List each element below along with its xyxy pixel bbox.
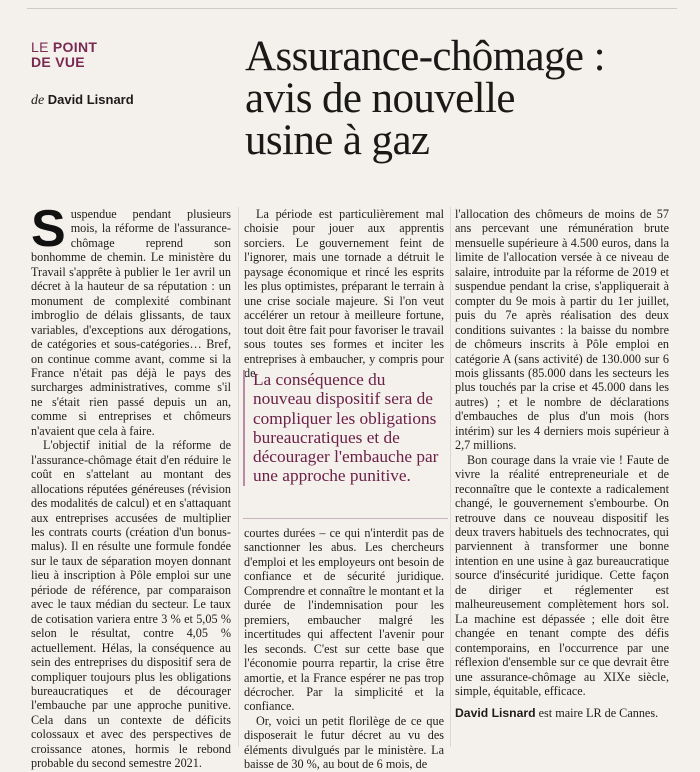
column2-paragraph2: courtes durées – ce qui n'interdit pas de sanctionner les abus. Les chercheurs d'emploi et les employeurs ont besoin de confiance et de sécurité juridique. Comprendre et connaître le montant et la durée de l'indemnisation pour les premiers, embaucher malgré les incertitudes qui affectent l'avenir pour les seconds. C'est sur cette base que l'économie pourra repartir, la crise être amortie, et la France espérer ne pas trop décrocher. Par la simplicité et la confiance. — [244, 526, 444, 714]
byline-author: David Lisnard — [47, 92, 134, 107]
column-rule-2 — [450, 207, 451, 747]
column2-paragraph1: La période est particulièrement mal choisie pour jouer aux apprentis sorciers. Le gouvernement feint de l'ignorer, mais une tornade a détruit le paysage économique et rincé les esprits les plus optimistes, préparant le terrain à une crise sociale majeure. Si l'on veut accélérer un retour à meilleure fortune, tout doit être fait pour favoriser le travail sous toutes ses formes et inciter les entreprises à embaucher, y compris pour de — [244, 207, 444, 380]
rubric-line1 — [31, 39, 97, 55]
signature-name: David Lisnard — [455, 706, 536, 721]
rubric-point: POINT — [52, 39, 98, 55]
pull-quote-rule — [243, 518, 448, 519]
rubric-le: LE — [31, 39, 53, 55]
column-rule-1 — [238, 207, 239, 747]
column-1 — [31, 200, 231, 771]
column1-paragraph1 — [31, 200, 231, 438]
column-3 — [455, 207, 669, 721]
headline — [245, 33, 675, 164]
column1-paragraph2: L'objectif initial de la réforme de l'assurance-chômage était d'en réduire le coût en s'attelant au montant des allocations réputées généreuses (révision des modalités de calcul) et en s'attaquant aux entreprises accusées de multiplier les contrats courts (création d'un bonus-malus). Il en résulte une formule fondée sur le taux de séparation moyen donnant lieu à inscription à Pôle emploi sur une période de référence, par comparaison avec le taux médian du secteur. Le taux de cotisation variera entre 3 % et 5,05 % selon le résultat, contre 4,05 % actuellement. Hélas, la conséquence au sein des entreprises du dispositif sera de compliquer toujours plus les obligations bureaucratiques et de décourager l'embauche par une approche punitive. Cela dans un contexte de déficits colossaux et avec des perspectives de croissance atones, hormis le rebond probable du second semestre 2021. — [31, 438, 231, 771]
dropcap: S — [31, 200, 66, 258]
top-rule — [27, 8, 677, 9]
column1-text1: uspendue pendant plusieurs mois, la réforme de l'assurance-chômage reprend son bonhomme de chemin. Le ministère du Travail s'apprête à publier le 1er avril un décret à la hauteur de sa réputation : un monument de complexité combinant imbroglio de délais glissants, de taux variables, d'exceptions aux dérogations, de catégories et sous-catégories… Bref, on continue comme avant, comme si la France n'était pas déjà le pays des surcharges administratives, comme s'il ne s'était rien passé depuis un an, comme si entreprises et chômeurs n'avaient que cela à faire. — [31, 207, 231, 438]
headline-line3: usine à gaz — [245, 117, 430, 164]
column2-paragraph3: Or, voici un petit florilège de ce que disposerait le futur décret au vu des éléments divulgués par le ministère. La baisse de 30 %, au bout de 6 mois, de — [244, 713, 444, 772]
column-2-top — [244, 207, 444, 380]
byline — [31, 92, 134, 109]
pull-quote: La conséquence du nouveau dispositif sera de compliquer les obligations bureaucratiques et de décourager l'embauche par une approche punitive. — [243, 370, 448, 486]
rubric-line2: DE VUE — [31, 54, 85, 70]
author-signature — [455, 706, 669, 720]
column3-paragraph2: Bon courage dans la vraie vie ! Faute de vivre la réalité entrepreneuriale et de reconnaître que le contexte a radicalement changé, le gouvernement s'embourbe. On retrouve dans ce nouveau dispositif les deux travers habituels des technocrates, qui parviennent à transformer une bonne intention en une usine à gaz bureaucratique source d'insécurité juridique. Cette façon de diriger et réglementer est malheureusement complètement hors sol. La machine est dépassée ; elle doit être changée en tenant compte des défis contemporains, en l'occurrence par une réflexion d'ensemble sur ce que devrait être une assurance-chômage au XIXe siècle, simple, équitable, efficace. — [455, 452, 669, 698]
column-2-bottom — [244, 526, 444, 772]
headline-line1: Assurance-chômage : — [245, 33, 605, 80]
byline-prefix: de — [31, 93, 45, 108]
headline-line2: avis de nouvelle — [245, 75, 515, 122]
column3-paragraph1: l'allocation des chômeurs de moins de 57 ans percevant une rémunération brute mensuelle supérieure à 4.500 euros, dans la limite de l'allocation versée à ce niveau de salaire, introduite par la réforme de 2019 et suspendue pendant la crise, s'appliquerait à compter du 9e mois à partir du 1er juillet, puis du 7e après réalisation des deux conditions suivantes : la baisse du nombre de chômeurs inscrits à Pôle emploi en catégorie A (sans activité) de 130.000 sur 6 mois glissants (85.000 dans les secteurs les plus touchés par la crise et 45.000 dans les autres) ; et le nombre de déclarations d'embauches de plus d'un mois (hors intérim) sur les 4 derniers mois supérieur à 2,7 millions. — [455, 207, 669, 453]
rubric — [31, 40, 97, 70]
signature-role: est maire LR de Cannes. — [535, 706, 659, 721]
